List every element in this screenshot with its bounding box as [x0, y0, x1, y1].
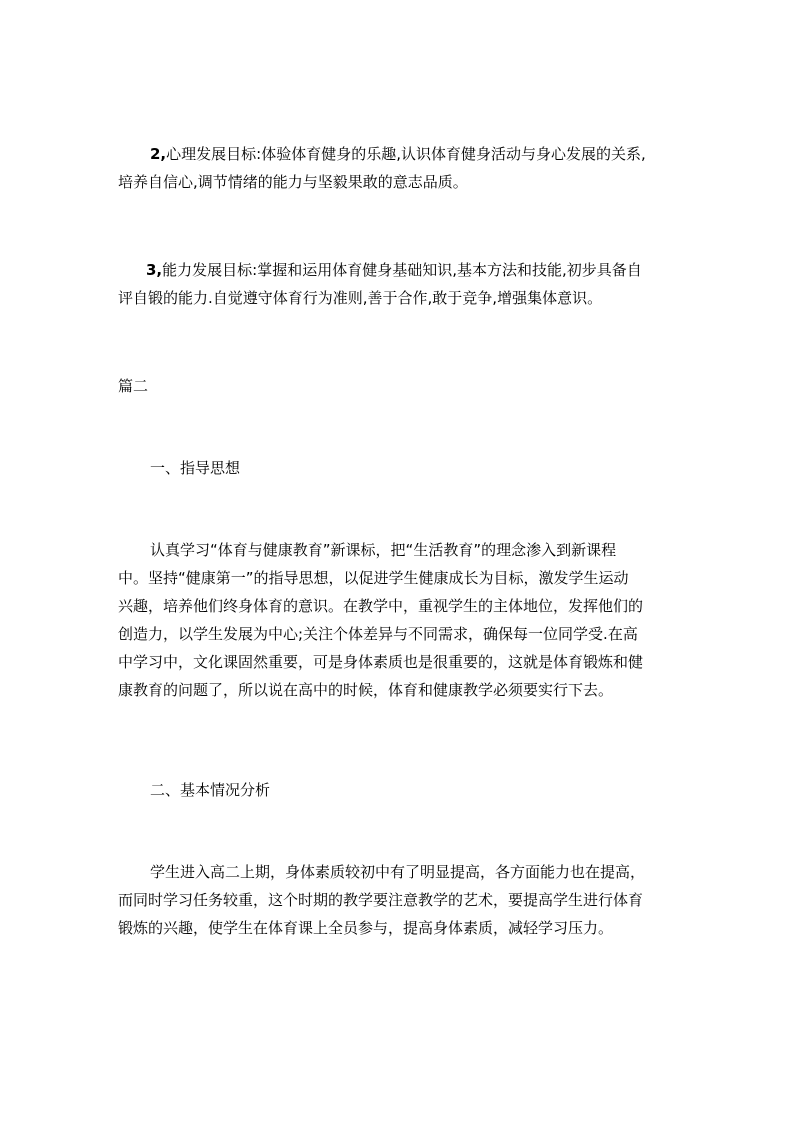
psych-goal-number: 2, — [150, 145, 167, 163]
guide-line-1: 认真学习“体育与健康教育”新课标，把“生活教育”的理念渗入到新课程 — [150, 541, 617, 559]
psych-goal-line-1 — [118, 140, 688, 168]
part2-heading: 篇二 — [118, 377, 149, 395]
guide-line-6: 康教育的问题了，所以说在高中的时候，体育和健康教学必须要实行下去。 — [118, 681, 614, 699]
guide-line-3: 兴趣，培养他们终身体育的意识。在教学中，重视学生的主体地位，发挥他们的 — [118, 597, 644, 615]
ability-goal-text-1: 能力发展目标:掌握和运用体育健身基础知识,基本方法和技能,初步具备自 — [162, 261, 642, 279]
basic-heading-text: 二、基本情况分析 — [150, 781, 271, 799]
psych-goal-paragraph — [118, 140, 688, 196]
ability-goal-line-2: 评自锻的能力.自觉遵守体育行为准则,善于合作,敢于竞争,增强集体意识。 — [118, 289, 603, 307]
psych-goal-line-2: 培养自信心,调节情绪的能力与坚毅果敢的意志品质。 — [118, 173, 468, 191]
guide-heading — [118, 454, 688, 482]
ability-goal-number: 3, — [146, 261, 163, 279]
ability-goal-paragraph — [118, 256, 688, 312]
guide-heading-text: 一、指导思想 — [150, 459, 241, 477]
basic-line-2: 而同时学习任务较重，这个时期的教学要注意教学的艺术，要提高学生进行体育 — [118, 891, 644, 909]
basic-line-1: 学生进入高二上期，身体素质较初中有了明显提高，各方面能力也在提高， — [150, 863, 646, 881]
guide-paragraph — [118, 536, 688, 704]
basic-line-3: 锻炼的兴趣，使学生在体育课上全员参与，提高身体素质，减轻学习压力。 — [118, 919, 614, 937]
ability-goal-line-1 — [118, 256, 688, 284]
basic-heading — [118, 776, 688, 804]
basic-paragraph — [118, 858, 688, 942]
guide-line-5: 中学习中，文化课固然重要，可是身体素质也是很重要的，这就是体育锻炼和健 — [118, 653, 644, 671]
psych-goal-text-1: 心理发展目标:体验体育健身的乐趣,认识体育健身活动与身心发展的关系, — [166, 145, 646, 163]
guide-line-2: 中。坚持“健康第一”的指导思想，以促进学生健康成长为目标，激发学生运动 — [118, 569, 629, 587]
guide-line-4: 创造力，以学生发展为中心;关注个体差异与不同需求，确保每一位同学受.在高 — [118, 625, 638, 643]
